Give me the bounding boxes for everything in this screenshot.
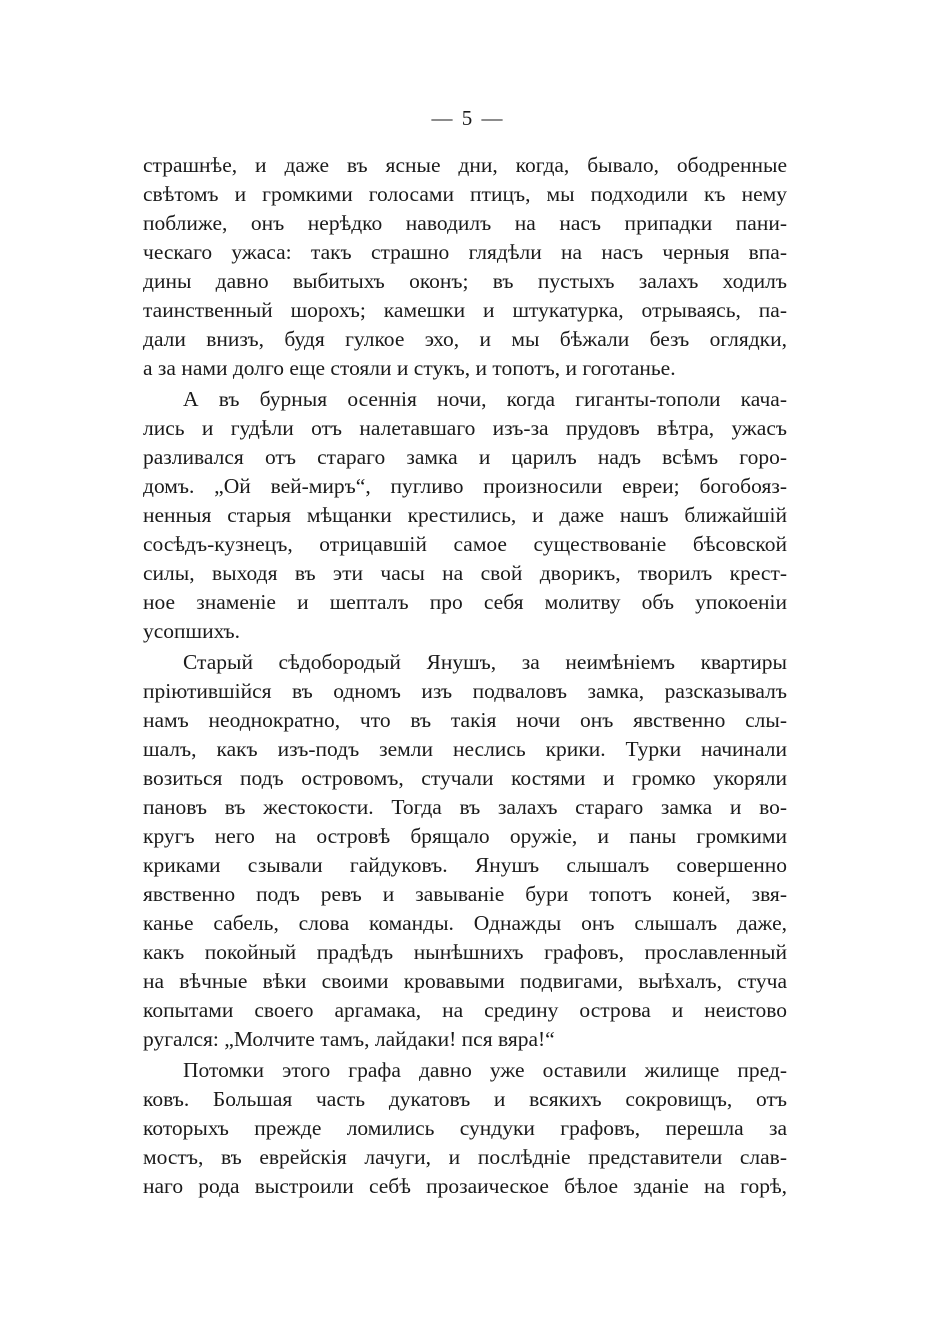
text-line: усопшихъ. [143, 619, 241, 643]
paragraph [143, 1056, 787, 1201]
text-line: поближе, онъ нерѣдко наводилъ на насъ припадки пани- [143, 211, 787, 235]
text-line: пріютившійся въ одномъ изъ подваловъ замка, разсказывалъ [143, 679, 787, 703]
text-line: намъ неоднократно, что въ такія ночи онъ явственно слы- [143, 708, 787, 732]
text-line: сосѣдъ-кузнецъ, отрицавшій самое существованіе бѣсовской [143, 532, 787, 556]
text-line: копытами своего аргамака, на средину острова и неистово [143, 998, 787, 1022]
text-line: которыхъ прежде ломились сундуки графовъ, перешла за [143, 1116, 787, 1140]
text-line: а за нами долго еще стояли и стукъ, и топотъ, и гоготанье. [143, 356, 676, 380]
text-line: дали внизъ, будя гулкое эхо, и мы бѣжали безъ оглядки, [143, 327, 787, 351]
text-line: возиться подъ островомъ, стучали костями и громко укоряли [143, 766, 787, 790]
paragraph [143, 648, 787, 1054]
text-line: дины давно выбитыхъ оконъ; въ пустыхъ залахъ ходилъ [143, 269, 787, 293]
text-line: ненныя старыя мѣщанки крестились, и даже нашъ ближайшій [143, 503, 787, 527]
text-line: страшнѣе, и даже въ ясные дни, когда, бывало, ободренные [143, 153, 787, 177]
text-line: лись и гудѣли отъ налетавшаго изъ-за прудовъ вѣтра, ужасъ [143, 416, 787, 440]
text-line: ковъ. Большая часть дукатовъ и всякихъ сокровищъ, отъ [143, 1087, 787, 1111]
body-text [143, 151, 787, 1201]
page-number: — 5 — [431, 106, 505, 130]
text-line: канье сабель, слова команды. Однажды онъ слышалъ даже, [143, 911, 787, 935]
text-line: пановъ въ жестокости. Тогда въ залахъ стараго замка и во- [143, 795, 787, 819]
text-line: ческаго ужаса: такъ страшно глядѣли на насъ черныя впа- [143, 240, 787, 264]
text-line: силы, выходя въ эти часы на свой дворикъ, творилъ крест- [143, 561, 787, 585]
text-line: ругался: „Молчите тамъ, лайдаки! пся вяра!“ [143, 1027, 555, 1051]
paragraph [143, 151, 787, 383]
text-line: явственно подъ ревъ и завываніе бури топотъ коней, звя- [143, 882, 787, 906]
text-line: таинственный шорохъ; камешки и штукатурка, отрываясь, па- [143, 298, 787, 322]
text-line: криками сзывали гайдуковъ. Янушъ слышалъ совершенно [143, 853, 787, 877]
text-line: свѣтомъ и громкими голосами птицъ, мы подходили къ нему [143, 182, 787, 206]
text-line: разливался отъ стараго замка и царилъ надъ всѣмъ горо- [143, 445, 787, 469]
text-line: на вѣчные вѣки своими кровавыми подвигами, выѣхалъ, стуча [143, 969, 787, 993]
text-line: какъ покойный прадѣдъ нынѣшнихъ графовъ, прославленный [143, 940, 787, 964]
paragraph [143, 385, 787, 646]
text-line: шалъ, какъ изъ-подъ земли неслись крики. Турки начинали [143, 737, 787, 761]
text-line: наго рода выстроили себѣ прозаическое бѣлое зданіе на горѣ, [143, 1174, 787, 1198]
text-line: мостъ, въ еврейскія лачуги, и послѣдніе представители слав- [143, 1145, 787, 1169]
text-line: кругъ него на островѣ брящало оружіе, и паны громкими [143, 824, 787, 848]
text-line: домъ. „Ой вей-миръ“, пугливо произносили евреи; богобояз- [143, 474, 787, 498]
text-line: Потомки этого графа давно уже оставили жилище пред- [183, 1058, 787, 1082]
text-line: Старый сѣдобородый Янушъ, за неимѣніемъ квартиры [183, 650, 787, 674]
text-line: А въ бурныя осеннія ночи, когда гиганты-тополи кача- [183, 387, 787, 411]
text-line: ное знаменіе и шепталъ про себя молитву объ упокоеніи [143, 590, 787, 614]
